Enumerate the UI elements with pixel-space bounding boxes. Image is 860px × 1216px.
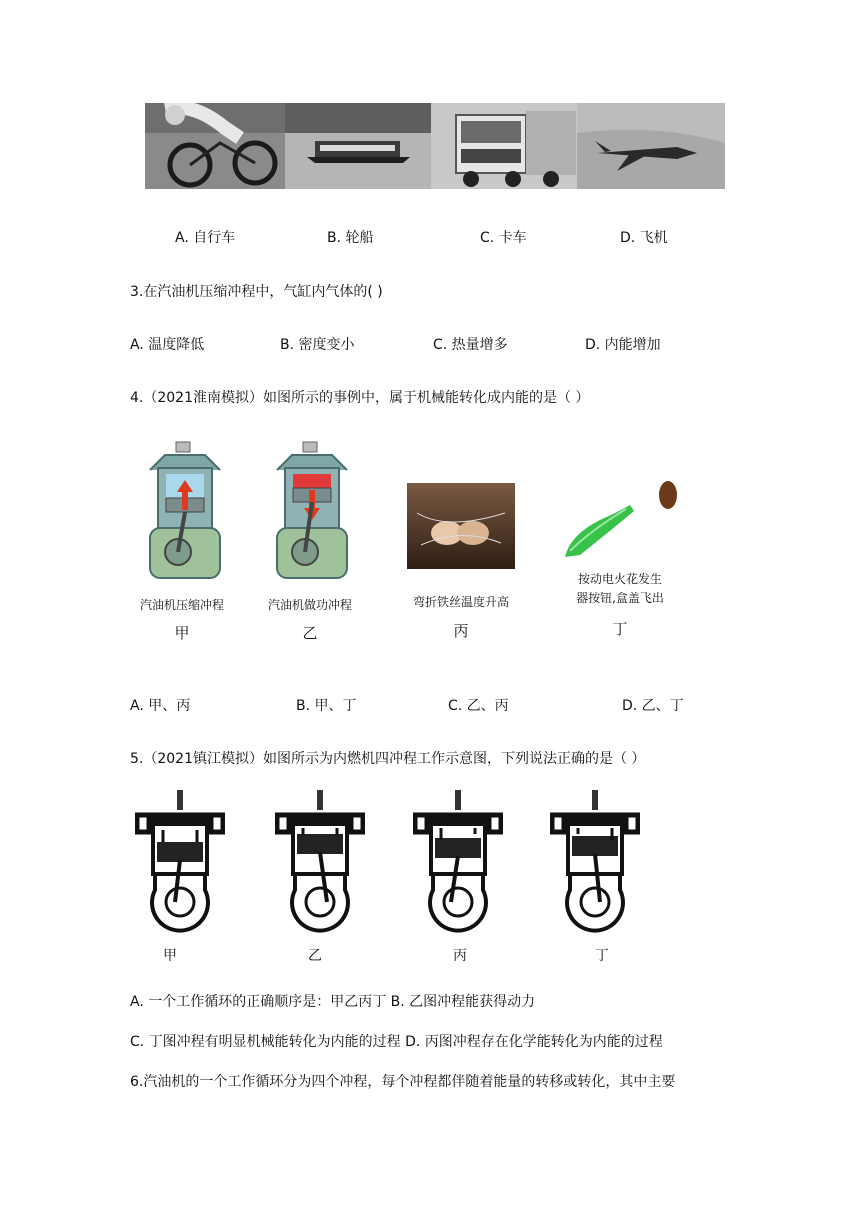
power-stroke-caption: 汽油机做功冲程 [267,598,352,612]
q5-stem: 5.（2021镇江模拟）如图所示为内燃机四冲程工作示意图，下列说法正确的是（ ） [130,751,646,767]
q2-option-a: A. 自行车 [175,230,236,246]
figure-label-ding: 丁 [612,620,628,638]
q4-option-b: B. 甲、丁 [296,698,357,714]
q2-option-b: B. 轮船 [327,230,374,246]
figure-label-yi: 乙 [302,624,318,642]
airplane-photo [577,103,725,189]
q3-option-a: A. 温度降低 [130,337,205,353]
engine-label-ding: 丁 [595,948,609,964]
figure-label-jia: 甲 [174,624,190,642]
spark-generator-caption-line1: 按动电火花发生 [577,572,662,586]
engine-diagram-yi [275,790,365,935]
q4-option-c: C. 乙、丙 [448,698,509,714]
q2-option-c: C. 卡车 [480,230,527,246]
engine-diagram-bing [413,790,503,935]
q4-option-d: D. 乙、丁 [622,698,684,714]
engine-label-bing: 丙 [453,948,467,964]
spark-generator-caption-line2: 器按钮,盒盖飞出 [576,591,664,605]
engine-label-yi: 乙 [308,948,322,964]
q4-stem: 4.（2021淮南模拟）如图所示的事例中，属于机械能转化成内能的是（ ） [130,390,590,406]
q3-option-b: B. 密度变小 [280,337,355,353]
q5-options-line1: A. 一个工作循环的正确顺序是：甲乙丙丁 B. 乙图冲程能获得动力 [130,994,536,1010]
compression-stroke-figure [140,440,230,590]
q6-stem: 6.汽油机的一个工作循环分为四个冲程，每个冲程都伴随着能量的转移或转化，其中主要 [130,1074,676,1090]
q3-option-d: D. 内能增加 [585,337,661,353]
bending-wire-photo [407,483,515,569]
ship-photo [285,103,431,189]
q3-option-c: C. 热量增多 [433,337,508,353]
q5-options-line2: C. 丁图冲程有明显机械能转化为内能的过程 D. 丙图冲程存在化学能转化为内能的过程 [130,1034,663,1050]
compression-stroke-caption: 汽油机压缩冲程 [139,598,224,612]
bending-wire-caption: 弯折铁丝温度升高 [412,595,509,609]
engine-label-jia: 甲 [163,948,177,964]
figure-label-bing: 丙 [453,622,469,640]
q2-option-d: D. 飞机 [620,230,668,246]
q4-option-a: A. 甲、丙 [130,698,191,714]
bicycle-photo [145,103,285,189]
engine-diagram-jia [135,790,225,935]
engine-diagram-ding [550,790,640,935]
truck-photo [431,103,577,189]
q3-stem: 3.在汽油机压缩冲程中，气缸内气体的( ) [130,284,383,300]
power-stroke-figure [267,440,357,590]
spark-generator-figure [560,475,690,565]
